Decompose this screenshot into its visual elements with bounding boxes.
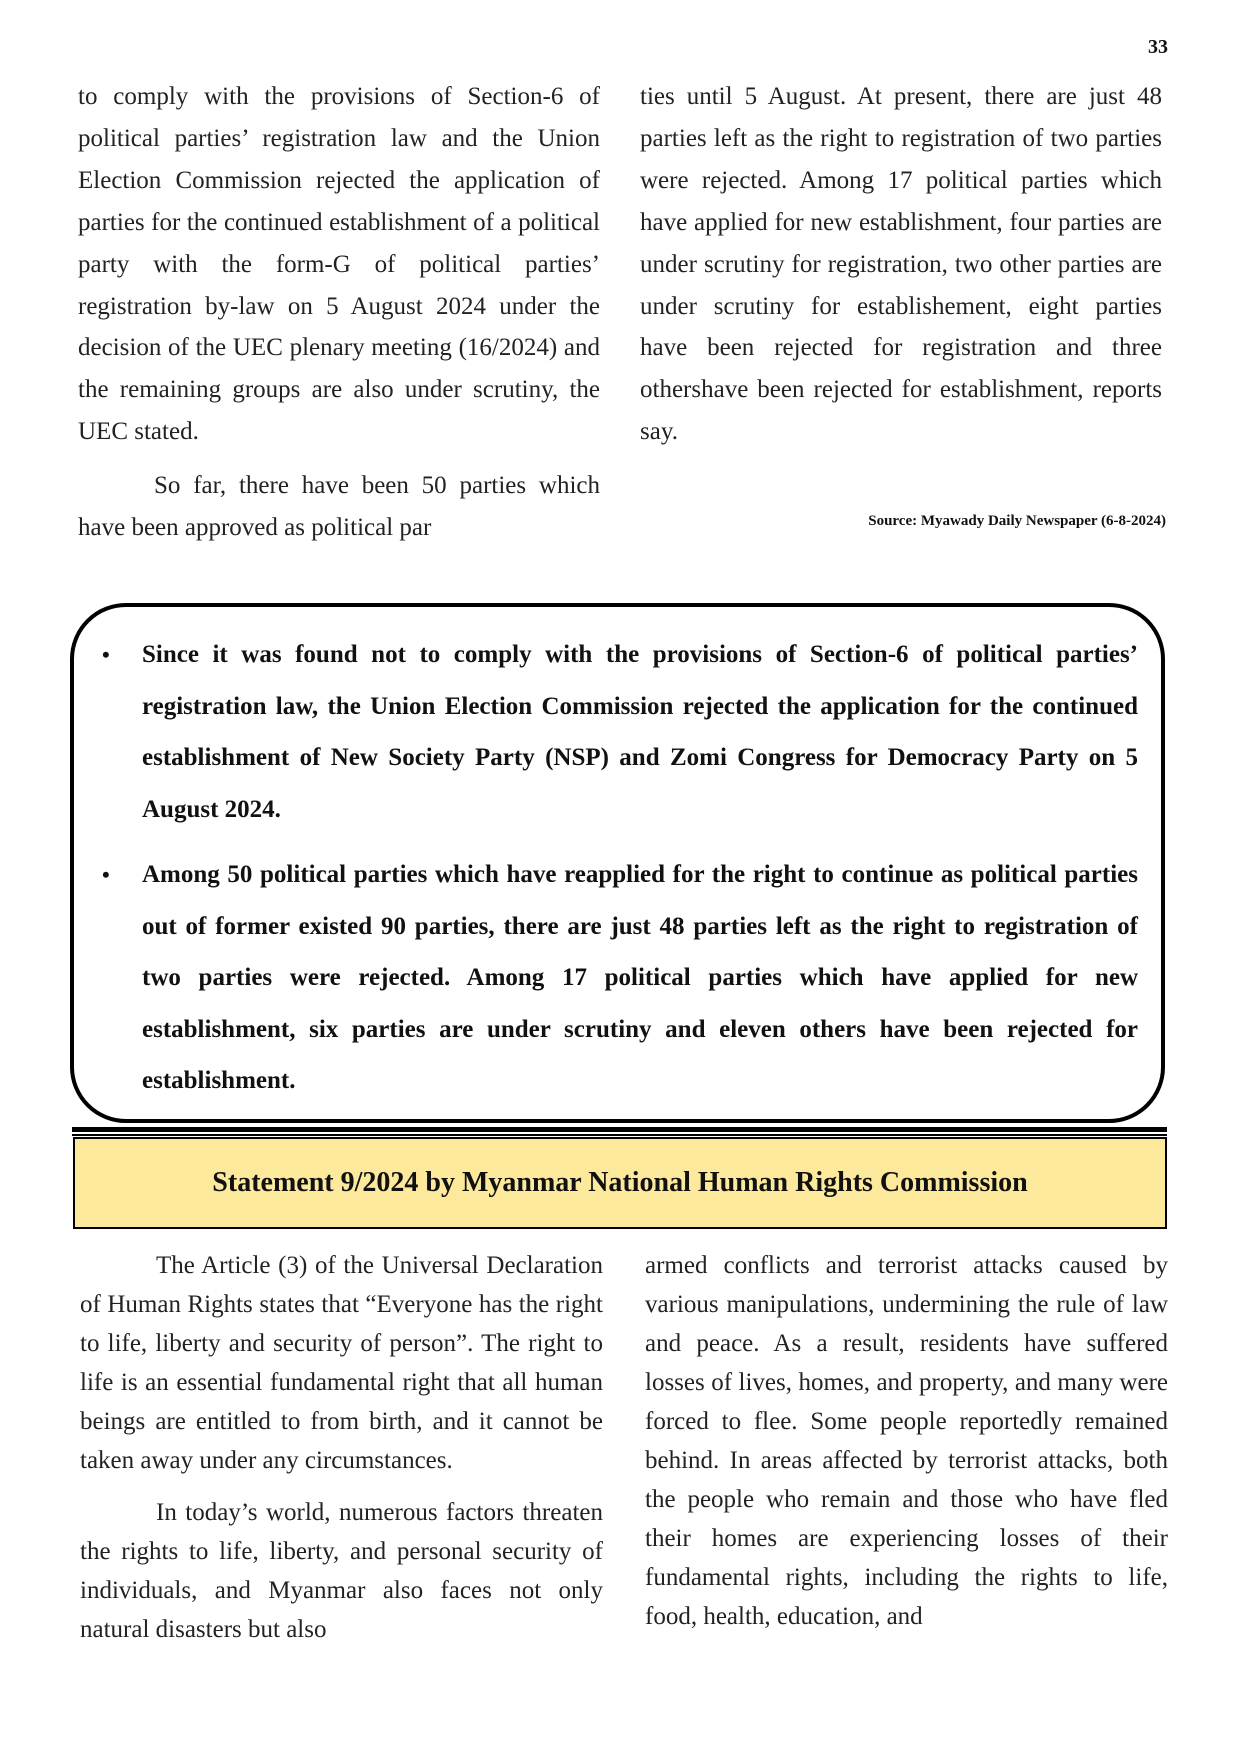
article-bottom-left-paragraph-1: The Article (3) of the Universal Declaration of Human Rights states that “Everyone has the right to life, liberty and security of person”. The right to life is an essential fundamental right that all human beings are entitled to from birth, and it cannot be taken away under any circumstances. xyxy=(80,1252,603,1474)
statement-title: Statement 9/2024 by Myanmar National Human Rights Commission xyxy=(212,1167,1028,1198)
article-top-right-column xyxy=(640,76,1162,453)
article-top-right-paragraph-1: ties until 5 August. At present, there are just 48 parties left as the right to registration of two parties were rejected. Among 17 political parties which have applied for new establishment, four parties are under scrutiny for registration, two other parties are under scrutiny for establishement, eight parties have been rejected for registration and three othershave been rejected for establishment, reports say. xyxy=(640,83,1162,446)
article-top-left-column xyxy=(78,76,600,549)
article-bottom-left-column xyxy=(80,1246,603,1649)
summary-bullet-item-2 xyxy=(102,849,1138,1107)
section-divider-thick xyxy=(72,1127,1167,1132)
page-number: 33 xyxy=(1148,36,1168,58)
summary-bullet-text-2: Among 50 political parties which have reapplied for the right to continue as political parties out of former existed 90 parties, there are just 48 parties left as the right to registration of two parties were rejected. Among 17 political parties which have applied for new establishment, six parties are under scrutiny and eleven others have been rejected for establishment. xyxy=(142,861,1138,1094)
summary-bullet-item-1 xyxy=(102,629,1138,835)
article-bottom-right-paragraph-1: armed conflicts and terrorist attacks caused by various manipulations, undermining the rule of law and peace. As a result, residents have suffered losses of lives, homes, and property, and many were forced to flee. Some people reportedly remained behind. In areas affected by terrorist attacks, both the people who remain and those who have fled their homes are experiencing losses of their fundamental rights, including the rights to life, food, health, education, and xyxy=(645,1252,1168,1630)
bullet-icon: • xyxy=(102,642,110,667)
article-top-left-paragraph-1: to comply with the provisions of Section-6 of political parties’ registration law and the Union Election Commission rejected the application of parties for the continued establishment of a political party with the form-G of political parties’ registration by-law on 5 August 2024 under the decision of the UEC plenary meeting (16/2024) and the remaining groups are also under scrutiny, the UEC stated. xyxy=(78,83,600,446)
statement-heading-box xyxy=(73,1137,1167,1229)
article-top-left-paragraph-2: So far, there have been 50 parties which have been approved as political par xyxy=(78,472,600,542)
bullet-icon: • xyxy=(102,862,110,887)
section-divider-thin xyxy=(72,1134,1167,1136)
article-bottom-left-paragraph-2: In today’s world, numerous factors threaten the rights to life, liberty, and personal security of individuals, and Myanmar also faces not only natural disasters but also xyxy=(80,1499,603,1643)
source-citation: Source: Myawady Daily Newspaper (6-8-2024) xyxy=(868,513,1166,529)
summary-bullet-text-1: Since it was found not to comply with the provisions of Section-6 of political parties’ registration law, the Union Election Commission rejected the application for the continued establishment of New Society Party (NSP) and Zomi Congress for Democracy Party on 5 August 2024. xyxy=(142,641,1138,823)
article-bottom-right-column xyxy=(645,1246,1168,1636)
summary-box xyxy=(70,603,1165,1123)
